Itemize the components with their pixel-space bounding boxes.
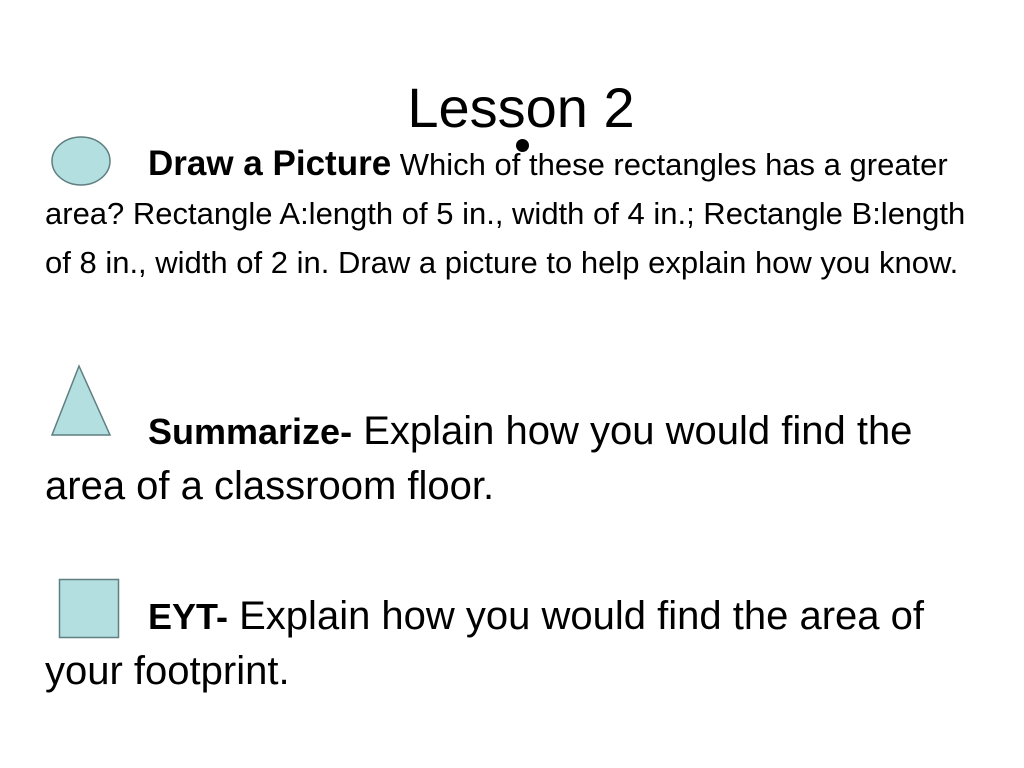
item-summarize <box>45 404 975 513</box>
item-heading: EYT- <box>148 596 229 637</box>
item-heading: Summarize- <box>148 411 353 452</box>
item-text: Explain how you would find the area of your footprint. <box>45 594 925 693</box>
item-draw-a-picture <box>45 139 975 287</box>
item-heading: Draw a Picture <box>148 144 392 183</box>
item-text: Explain how you would find the area of a classroom floor. <box>45 409 913 508</box>
item-text: Which of these rectangles has a greater area? Rectangle A:length of 5 in., width of 4 in.; Rectangle B:length of 8 in., width of 2 in. Draw a picture to help explain how you know. <box>45 147 966 280</box>
slide-title: Lesson 2 <box>407 75 635 139</box>
item-eyt <box>45 589 975 698</box>
